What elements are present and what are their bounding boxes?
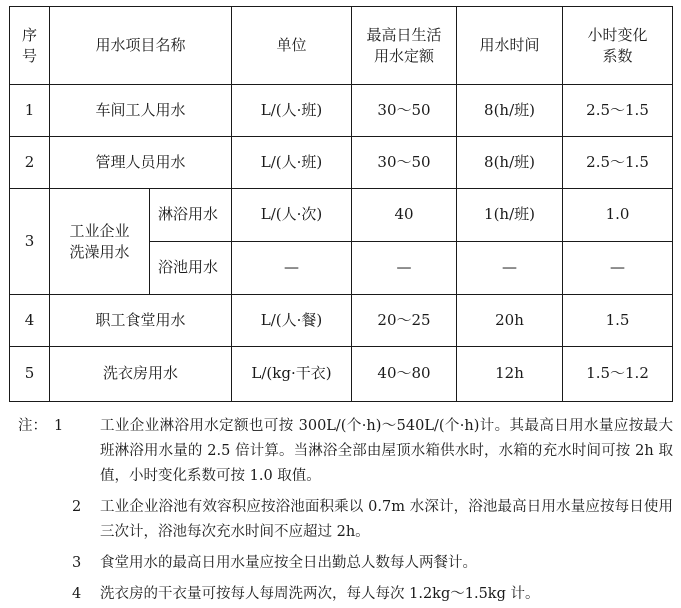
note-item — [18, 414, 673, 489]
row-coef: 1.0 — [563, 189, 673, 242]
notes-label: 注： — [18, 418, 47, 434]
header-coef-line1: 小时变化 — [587, 25, 648, 44]
row-name: 车间工人用水 — [50, 85, 232, 137]
row-seq: 2 — [10, 137, 50, 189]
row-quota: 20～25 — [352, 295, 457, 347]
header-coef-line2: 系数 — [602, 46, 633, 65]
row-time: 12h — [457, 347, 563, 402]
note-number: 3 — [72, 555, 82, 571]
table-row — [10, 85, 673, 137]
table-row — [10, 137, 673, 189]
row-time: 1(h/班) — [457, 189, 563, 242]
note-text: 洗衣房的干衣量可按每人每周洗两次，每人每次 1.2kg～1.5kg 计。 — [100, 586, 540, 602]
header-seq-line2: 号 — [21, 46, 37, 65]
row-quota: 40 — [352, 189, 457, 242]
row-name: 职工食堂用水 — [50, 295, 232, 347]
row-time: 8(h/班) — [457, 137, 563, 189]
row-coef: 1.5 — [563, 295, 673, 347]
row-quota: — — [352, 242, 457, 295]
note-text: 工业企业淋浴用水定额也可按 300L/(个·h)～540L/(个·h)计。其最高日用水量应按最大班淋浴用水量的 2.5 倍计算。当淋浴全部由屋顶水箱供水时，水箱的充水时间可按 2h 取值，小时变化系数可按 1.0 取值。 — [100, 418, 673, 484]
row-group-line2: 洗澡用水 — [69, 242, 130, 261]
note-number: 1 — [54, 418, 64, 434]
row-quota: 40～80 — [352, 347, 457, 402]
row-name: 管理人员用水 — [50, 137, 232, 189]
note-item — [18, 495, 673, 545]
row-coef: 2.5～1.5 — [563, 85, 673, 137]
note-text: 食堂用水的最高日用水量应按全日出勤总人数每人两餐计。 — [100, 555, 477, 571]
row-group-line1: 工业企业 — [69, 221, 130, 240]
note-item — [18, 582, 673, 607]
row-seq: 1 — [10, 85, 50, 137]
header-quota-line2: 用水定额 — [374, 46, 435, 65]
row-subname: 浴池用水 — [150, 242, 232, 295]
row-seq: 5 — [10, 347, 50, 402]
water-quota-table — [9, 6, 673, 402]
table-header-row — [10, 7, 673, 85]
note-number: 2 — [72, 499, 82, 515]
header-coef — [563, 7, 673, 85]
row-unit: L/(人·次) — [232, 189, 352, 242]
row-time: 8(h/班) — [457, 85, 563, 137]
table-row — [10, 347, 673, 402]
row-unit: L/(人·班) — [232, 85, 352, 137]
header-item-name: 用水项目名称 — [50, 7, 232, 85]
row-unit: L/(kg·干衣) — [232, 347, 352, 402]
row-coef: — — [563, 242, 673, 295]
row-coef: 2.5～1.5 — [563, 137, 673, 189]
note-item — [18, 551, 673, 576]
header-quota-line1: 最高日生活 — [366, 25, 442, 44]
header-time: 用水时间 — [457, 7, 563, 85]
table-row — [10, 295, 673, 347]
row-time: 20h — [457, 295, 563, 347]
row-seq: 4 — [10, 295, 50, 347]
note-text: 工业企业浴池有效容积应按浴池面积乘以 0.7m 水深计，浴池最高日用水量应按每日使用三次计，浴池每次充水时间不应超过 2h。 — [100, 499, 673, 540]
header-quota — [352, 7, 457, 85]
notes-section — [18, 414, 673, 607]
table-row — [10, 189, 673, 242]
row-quota: 30～50 — [352, 85, 457, 137]
row-unit: — — [232, 242, 352, 295]
row-time: — — [457, 242, 563, 295]
row-coef: 1.5～1.2 — [563, 347, 673, 402]
row-name: 洗衣房用水 — [50, 347, 232, 402]
header-seq-line1: 序 — [21, 25, 37, 44]
row-unit: L/(人·餐) — [232, 295, 352, 347]
row-unit: L/(人·班) — [232, 137, 352, 189]
row-group-name — [50, 189, 150, 295]
header-seq — [10, 7, 50, 85]
header-unit: 单位 — [232, 7, 352, 85]
row-subname: 淋浴用水 — [150, 189, 232, 242]
row-quota: 30～50 — [352, 137, 457, 189]
row-seq: 3 — [10, 189, 50, 295]
note-number: 4 — [72, 586, 82, 602]
